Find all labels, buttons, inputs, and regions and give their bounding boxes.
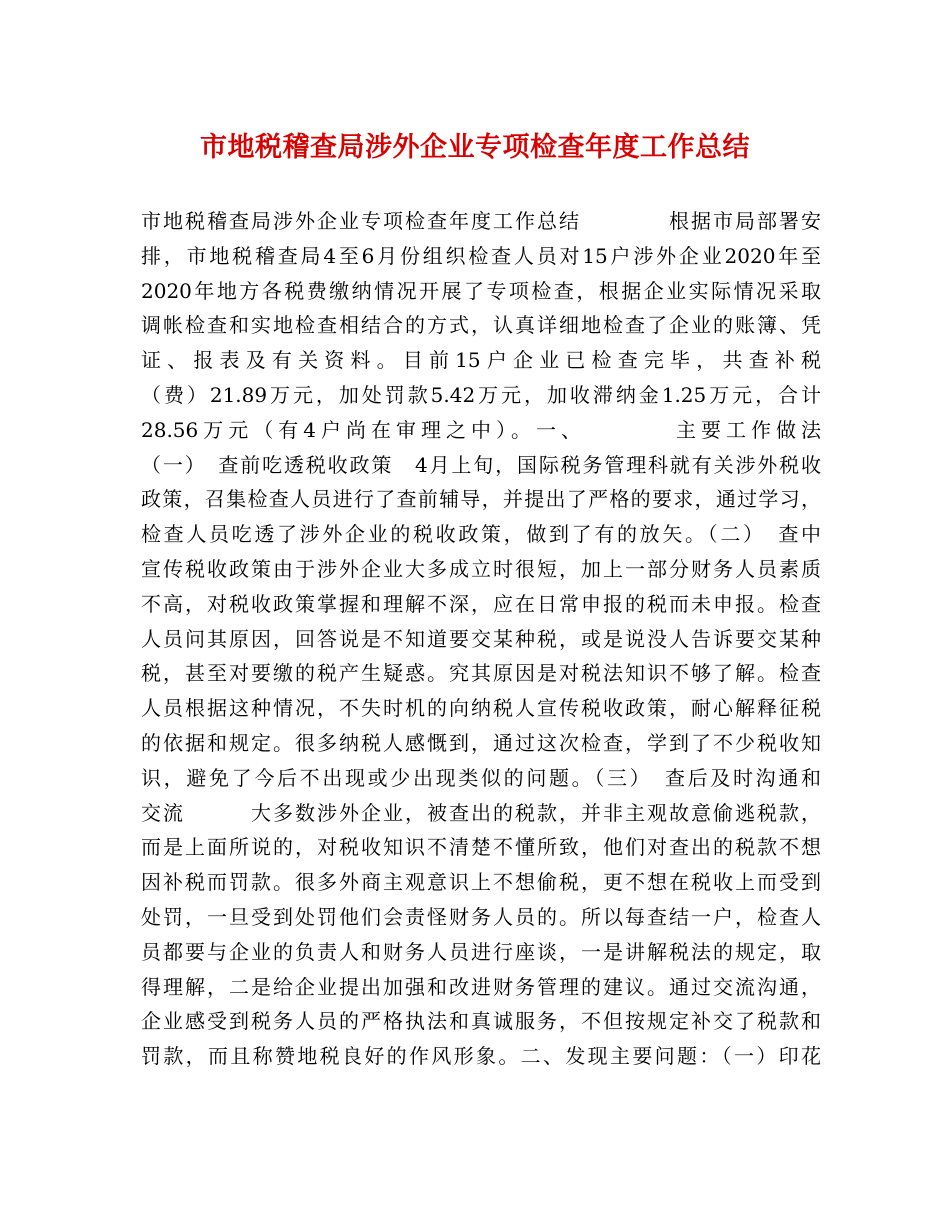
body-line: 政策，召集检查人员进行了查前辅导，并提出了严格的要求，通过学习， bbox=[141, 487, 821, 512]
body-line: 得理解，二是给企业提出加强和改进财务管理的建议。通过交流沟通， bbox=[141, 974, 821, 999]
body-line: 不高，对税收政策掌握和理解不深，应在日常申报的税而未申报。检查 bbox=[141, 591, 821, 616]
body-line: 因补税而罚款。很多外商主观意识上不想偷税，更不想在税收上而受到 bbox=[141, 870, 821, 895]
body-line: 税，甚至对要缴的税产生疑惑。究其原因是对税法知识不够了解。检查 bbox=[141, 661, 821, 686]
body-line: 人员问其原因，回答说是不知道要交某种税，或是说没人告诉要交某种 bbox=[141, 626, 821, 651]
body-line: 的依据和规定。很多纳税人感慨到，通过这次检查，学到了不少税收知 bbox=[141, 730, 821, 755]
body-line: 识，避免了今后不出现或少出现类似的问题。（三） 查后及时沟通和 bbox=[141, 765, 821, 790]
body-line: （一） 查前吃透税收政策 4月上旬，国际税务管理科就有关涉外税收 bbox=[141, 452, 821, 477]
body-line: 而是上面所说的，对税收知识不清楚不懂所致，他们对查出的税款不想 bbox=[141, 835, 821, 860]
body-line: 证、报表及有关资料。目前15户企业已检查完毕，共查补税 bbox=[141, 348, 821, 373]
body-line: 人员根据这种情况，不失时机的向纳税人宣传税收政策，耐心解释征税 bbox=[141, 696, 821, 721]
body-line: 市地税稽查局涉外企业专项检查年度工作总结 根据市局部署安 bbox=[141, 209, 821, 233]
body-line: 调帐检查和实地检查相结合的方式，认真详细地检查了企业的账簿、凭 bbox=[141, 313, 821, 338]
body-line: 排，市地税稽查局4至6月份组织检查人员对15户涉外企业2020年至 bbox=[141, 243, 821, 268]
body-line: 28.56万元（有4户尚在审理之中）。一、 主要工作做法 bbox=[141, 417, 821, 442]
body-line: 处罚，一旦受到处罚他们会责怪财务人员的。所以每查结一户，检查人 bbox=[141, 904, 821, 929]
body-line: 员都要与企业的负责人和财务人员进行座谈，一是讲解税法的规定，取 bbox=[141, 939, 821, 964]
body-line: 2020年地方各税费缴纳情况开展了专项检查，根据企业实际情况采取 bbox=[141, 278, 821, 303]
body-line: 交流 大多数涉外企业，被查出的税款，并非主观故意偷逃税款， bbox=[141, 800, 821, 825]
body-line: 检查人员吃透了涉外企业的税收政策，做到了有的放矢。（二） 查中 bbox=[141, 522, 821, 547]
body-line: （费）21.89万元，加处罚款5.42万元，加收滞纳金1.25万元，合计 bbox=[141, 382, 821, 407]
document-title: 市地税稽查局涉外企业专项检查年度工作总结 bbox=[200, 132, 750, 163]
body-line: 罚款，而且称赞地税良好的作风形象。二、发现主要问题：（一）印花 bbox=[141, 1044, 821, 1069]
body-line: 企业感受到税务人员的严格执法和真诚服务，不但按规定补交了税款和 bbox=[141, 1009, 821, 1034]
document-body bbox=[141, 204, 821, 1074]
body-line: 宣传税收政策由于涉外企业大多成立时很短，加上一部分财务人员素质 bbox=[141, 556, 821, 581]
